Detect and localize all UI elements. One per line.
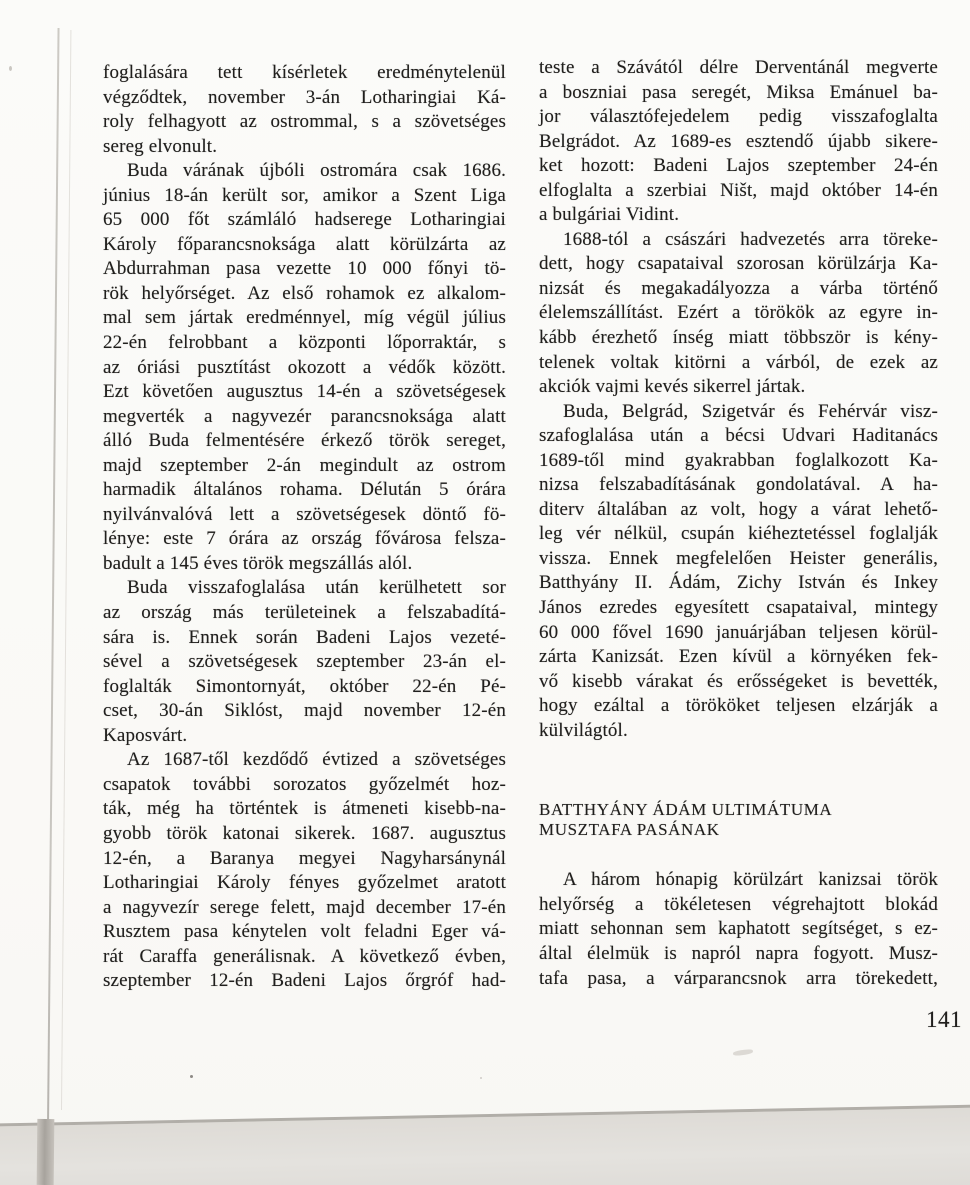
heading-line: BATTHYÁNY ÁDÁM ULTIMÁTUMA bbox=[539, 800, 833, 820]
text-line: megverték a nagyvezér parancsnoksága alatt bbox=[103, 405, 506, 427]
text-line: Buda várának újbóli ostromára csak 1686. bbox=[127, 160, 506, 182]
paragraph bbox=[539, 868, 938, 991]
paragraph bbox=[103, 61, 506, 159]
text-line: teste a Szávától délre Derventánál megverte bbox=[539, 57, 938, 78]
text-line: vő kisebb várakat és erősségeket is bevették, bbox=[539, 670, 938, 692]
text-line: cset, 30-án Siklóst, majd november 12-én bbox=[103, 700, 506, 722]
paragraph bbox=[539, 56, 938, 228]
text-line: majd szeptember 2-án megindult az ostrom bbox=[103, 454, 506, 476]
scan-speck bbox=[480, 1077, 482, 1079]
text-line: Lotharingiai Károly fényes győzelmet aratott bbox=[103, 872, 506, 894]
text-line: jor választófejedelem pedig visszafoglalta bbox=[539, 106, 938, 128]
text-line: nyilvánvalóvá lett a szövetségesek döntő fö- bbox=[103, 503, 506, 525]
paragraph bbox=[539, 400, 938, 744]
text-line: nizsát és megakadályozza a várba történő bbox=[539, 277, 938, 299]
text-line: 12-én, a Baranya megyei Nagyharsánynál bbox=[103, 847, 506, 869]
text-line: János ezredes egyesített csapataival, mintegy bbox=[539, 597, 938, 619]
text-line: június 18-án került sor, amikor a Szent Liga bbox=[103, 184, 506, 206]
text-line: diterv általában az volt, hogy a várat lehető- bbox=[539, 498, 938, 520]
text-line: Károly főparancsnoksága alatt körülzárta az bbox=[103, 233, 506, 255]
scan-smudge bbox=[733, 1049, 754, 1057]
text-line: 65 000 főt számláló hadserege Lotharingiai bbox=[103, 209, 506, 231]
text-line: Batthyány II. Ádám, Zichy István és Inkey bbox=[539, 572, 938, 594]
page-gutter-crease bbox=[47, 28, 60, 1126]
page-bottom-edge bbox=[0, 1103, 970, 1185]
section-heading bbox=[539, 800, 938, 840]
text-line: telenek voltak kitörni a várból, de ezek az bbox=[539, 351, 938, 373]
text-line: dett, hogy csapataival szorosan körülzárja Ka- bbox=[539, 253, 938, 275]
text-line: a nagyvezír serege felett, majd december 17-én bbox=[103, 896, 506, 918]
text-line: badult a 145 éves török megszállás alól. bbox=[103, 552, 413, 574]
left-column bbox=[103, 61, 506, 994]
text-line: szafoglalása után a bécsi Udvari Haditanács bbox=[539, 425, 938, 447]
text-line: Buda visszafoglalása után kerülhetett sor bbox=[127, 577, 506, 599]
text-line: leg vér nélkül, csupán kiéheztetéssel foglalják bbox=[539, 523, 938, 545]
text-line: kább érezhető ínség miatt többször is kény- bbox=[539, 327, 938, 349]
text-line: szeptember 12-én Badeni Lajos őrgróf had- bbox=[103, 970, 506, 992]
text-line: ták, még ha történtek is átmeneti kisebb-na- bbox=[103, 798, 506, 820]
scan-speck bbox=[9, 66, 12, 71]
paragraph bbox=[103, 748, 506, 993]
heading-line: MUSZTAFA PASÁNAK bbox=[539, 820, 720, 840]
text-line: nizsa felszabadításának gondolatával. A ha- bbox=[539, 474, 938, 496]
scan-speck bbox=[190, 1075, 193, 1078]
text-line: 22-én felrobbant a központi lőporraktár, s bbox=[103, 332, 506, 354]
text-line: 60 000 fővel 1690 januárjában teljesen körül- bbox=[539, 621, 938, 643]
text-line: hogy ezáltal a törököket teljesen elzárják a bbox=[539, 695, 938, 717]
text-line: mal sem jártak eredménnyel, míg végül július bbox=[103, 307, 506, 329]
right-column bbox=[539, 56, 938, 991]
text-line: foglalására tett kísérletek eredménytelenül bbox=[103, 62, 506, 83]
text-line: akciók vajmi kevés sikerrel jártak. bbox=[539, 376, 806, 398]
text-line: 1689-től mind gyakrabban foglalkozott Ka- bbox=[539, 449, 938, 471]
text-line: Buda, Belgrád, Szigetvár és Fehérvár visz- bbox=[563, 400, 938, 422]
text-line: Belgrádot. Az 1689-es esztendő újabb sikere- bbox=[539, 130, 938, 152]
text-line: Rusztem pasa kénytelen volt feladni Eger vá- bbox=[103, 921, 506, 943]
text-line: az óriási pusztítást okozott a védők között. bbox=[103, 356, 506, 378]
text-line: Az 1687-től kezdődő évtized a szövetséges bbox=[127, 749, 506, 771]
paragraph bbox=[103, 159, 506, 576]
text-line: a boszniai pasa seregét, Miksa Emánuel ba- bbox=[539, 81, 938, 103]
text-line: harmadik általános rohama. Délután 5 órára bbox=[103, 479, 506, 501]
text-line: rát Caraffa generálisnak. A következő évben, bbox=[103, 945, 506, 967]
text-line: ket hozott: Badeni Lajos szeptember 24-én bbox=[539, 155, 938, 177]
text-line: rök helyőrséget. Az első rohamok ez alkalom- bbox=[103, 282, 506, 304]
text-line: a bulgáriai Vidint. bbox=[539, 204, 680, 226]
page-bottom-corner-shadow bbox=[37, 1119, 55, 1185]
text-line: lénye: este 7 órára az ország fővárosa felsza- bbox=[103, 528, 506, 550]
text-line: vissza. Ennek megfelelően Heister generális, bbox=[539, 547, 938, 569]
text-line: zárta Kanizsát. Ezen kívül a környéken fek- bbox=[539, 646, 938, 668]
text-line: Kaposvárt. bbox=[103, 724, 188, 746]
text-line: elfoglalta a szerbiai Ništ, majd október 14-én bbox=[539, 179, 938, 201]
text-line: miatt sehonnan sem kaphatott segítséget, s ez- bbox=[539, 918, 938, 940]
text-line: élelemszállítást. Ezért a törökök az egyre in- bbox=[539, 302, 938, 324]
text-line: sára is. Ennek során Badeni Lajos vezeté- bbox=[103, 626, 506, 648]
text-line: roly felhagyott az ostrommal, s a szövetséges bbox=[103, 111, 506, 133]
text-line: végződtek, november 3-án Lotharingiai Ká- bbox=[103, 86, 506, 108]
text-line: foglalták Simontornyát, október 22-én Pé- bbox=[103, 675, 506, 697]
text-line: A három hónapig körülzárt kanizsai török bbox=[563, 869, 938, 891]
text-line: Ezt követően augusztus 14-én a szövetségesek bbox=[103, 381, 506, 403]
text-line: álló Buda felmentésére érkező török sereget, bbox=[103, 430, 506, 452]
text-line: által élelmük is napról napra fogyott. Musz- bbox=[539, 942, 938, 964]
text-line: sereg elvonult. bbox=[103, 135, 218, 157]
paragraph bbox=[539, 228, 938, 400]
page-number: 141 bbox=[926, 1007, 962, 1032]
text-line: külvilágtól. bbox=[539, 719, 628, 741]
text-line: gyobb török katonai sikerek. 1687. augusztus bbox=[103, 822, 506, 844]
page-gutter-crease-soft bbox=[61, 30, 71, 1110]
text-line: tafa pasa, a várparancsnok arra törekedett, bbox=[539, 967, 938, 989]
text-line: csapatok további sorozatos győzelmét hoz- bbox=[103, 773, 506, 795]
text-line: helyőrség a tökéletesen végrehajtott blokád bbox=[539, 893, 938, 915]
text-line: sével a szövetségesek szeptember 23-án el- bbox=[103, 651, 506, 673]
text-line: Abdurrahman pasa vezette 10 000 főnyi tö- bbox=[103, 258, 506, 280]
text-line: az ország más területeinek a felszabadítá- bbox=[103, 602, 506, 624]
paragraph bbox=[103, 576, 506, 748]
text-line: 1688-tól a császári hadvezetés arra töreke- bbox=[563, 228, 938, 250]
